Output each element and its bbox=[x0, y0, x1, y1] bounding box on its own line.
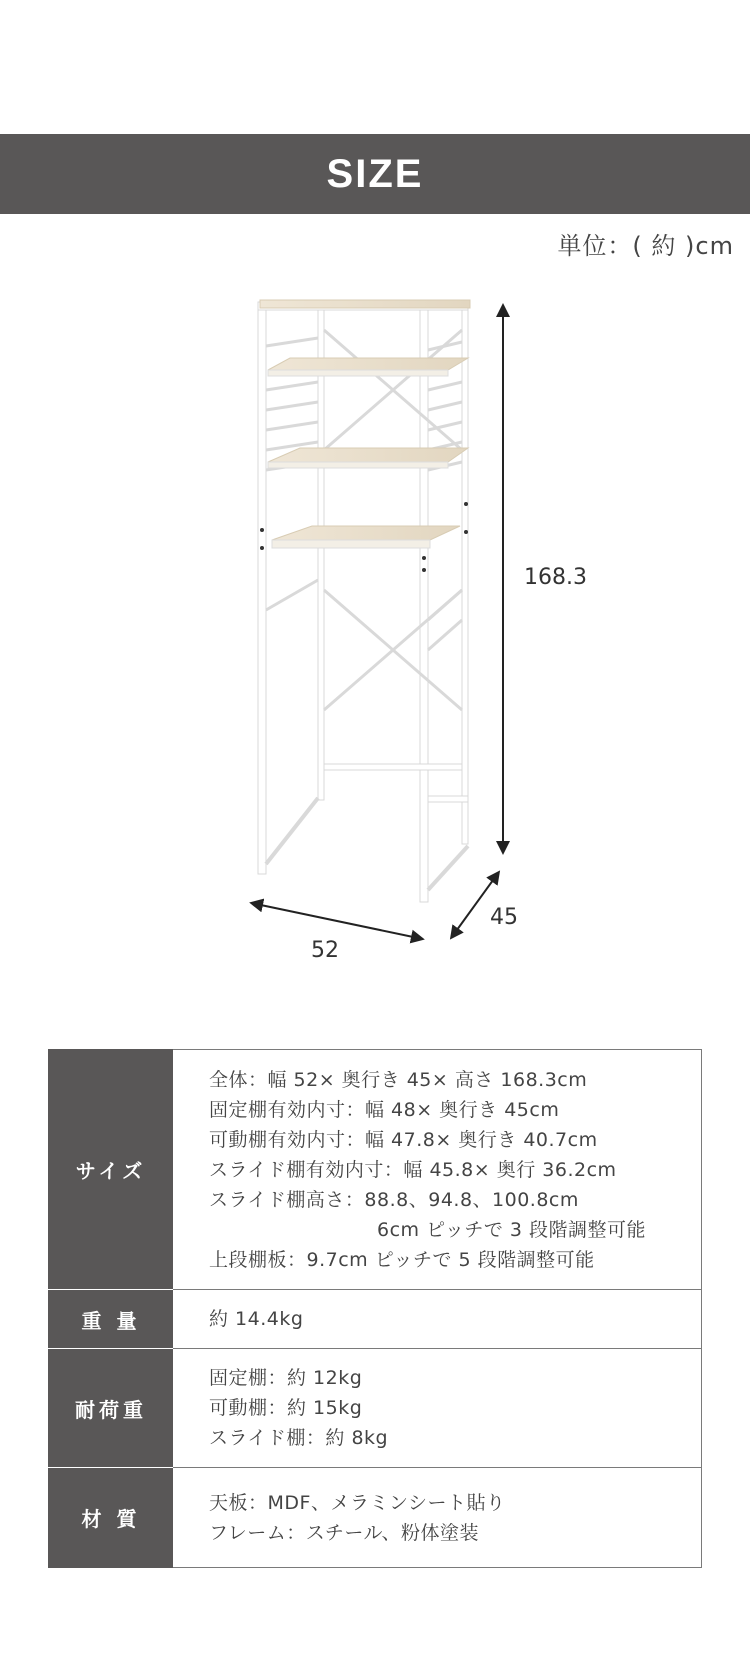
spec-table bbox=[48, 1049, 702, 1568]
spec-line: 可動棚有効内寸：幅 47.8× 奥行き 40.7cm bbox=[209, 1128, 598, 1151]
spec-line: 固定棚有効内寸：幅 48× 奥行き 45cm bbox=[209, 1098, 560, 1121]
spec-row-size bbox=[49, 1050, 702, 1290]
spec-line: 固定棚：約 12kg bbox=[209, 1367, 363, 1389]
spec-row-material bbox=[49, 1468, 702, 1568]
spec-row-load bbox=[49, 1349, 702, 1468]
width-value: 52 bbox=[311, 938, 339, 963]
size-banner bbox=[0, 134, 750, 214]
movable-shelf-2 bbox=[268, 448, 468, 462]
movable-shelf-1 bbox=[268, 358, 468, 370]
rack-illustration bbox=[0, 290, 750, 970]
spec-line: フレーム：スチール、粉体塗装 bbox=[209, 1521, 479, 1544]
spec-label-size: サイズ bbox=[49, 1050, 174, 1290]
size-title: SIZE bbox=[326, 151, 424, 196]
spec-line: 全体：幅 52× 奥行き 45× 高さ 168.3cm bbox=[209, 1068, 588, 1091]
spec-label-material: 材 質 bbox=[49, 1468, 174, 1568]
rack-frame bbox=[258, 302, 468, 902]
spec-line: スライド棚有効内寸：幅 45.8× 奥行 36.2cm bbox=[209, 1158, 617, 1181]
spec-value-load bbox=[173, 1349, 702, 1468]
spec-line: 天板：MDF、メラミンシート貼り bbox=[209, 1491, 506, 1514]
spec-value-weight bbox=[173, 1290, 702, 1349]
top-shelf bbox=[260, 300, 470, 308]
height-value: 168.3 bbox=[524, 565, 587, 590]
spec-row-weight bbox=[49, 1290, 702, 1349]
spec-line: 上段棚板：9.7cm ピッチで 5 段階調整可能 bbox=[209, 1248, 595, 1271]
spec-line: スライド棚高さ：88.8、94.8、100.8cm bbox=[209, 1188, 579, 1211]
spec-value-size bbox=[173, 1050, 702, 1290]
spec-line: スライド棚：約 8kg bbox=[209, 1427, 389, 1449]
spec-line: 可動棚：約 15kg bbox=[209, 1397, 363, 1419]
width-arrow bbox=[256, 904, 418, 938]
spec-line: 6cm ピッチで 3 段階調整可能 bbox=[377, 1218, 646, 1241]
spec-label-load: 耐荷重 bbox=[49, 1349, 174, 1468]
depth-value: 45 bbox=[490, 905, 518, 930]
slide-shelf bbox=[272, 526, 460, 540]
spec-value-material bbox=[173, 1468, 702, 1568]
spec-label-weight: 重 量 bbox=[49, 1290, 174, 1349]
spec-line: 約 14.4kg bbox=[209, 1308, 304, 1330]
unit-label: 単位：( 約 )cm bbox=[557, 232, 734, 260]
